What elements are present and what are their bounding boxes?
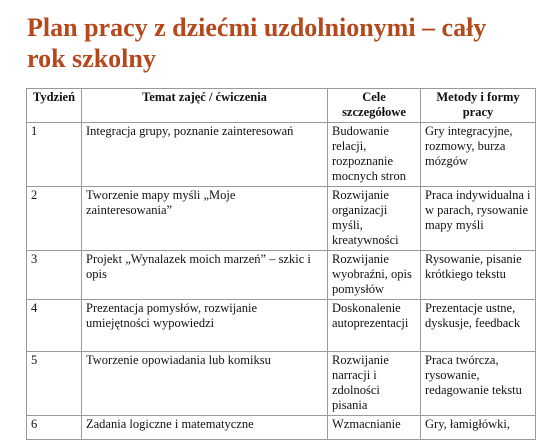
week-cell: 2 (27, 187, 82, 251)
topic-cell: Integracja grupy, poznanie zainteresowań (82, 123, 328, 187)
header-week: Tydzień (27, 89, 82, 123)
topic-cell: Prezentacja pomysłów, rozwijanie umiejętności wypowiedzi (82, 300, 328, 352)
methods-cell: Gry, łamigłówki, (421, 416, 536, 440)
table-row (27, 300, 536, 352)
methods-cell: Prezentacje ustne, dyskusje, feedback (421, 300, 536, 352)
goals-cell: Rozwijanie narracji i zdolności pisania (328, 352, 421, 416)
header-methods: Metody i formy pracy (421, 89, 536, 123)
week-cell: 6 (27, 416, 82, 440)
goals-cell: Wzmacnianie (328, 416, 421, 440)
table-row (27, 187, 536, 251)
methods-cell: Gry integracyjne, rozmowy, burza mózgów (421, 123, 536, 187)
methods-cell: Rysowanie, pisanie krótkiego tekstu (421, 251, 536, 300)
methods-cell: Praca twórcza, rysowanie, redagowanie tekstu (421, 352, 536, 416)
header-topic: Temat zajęć / ćwiczenia (82, 89, 328, 123)
table-row (27, 251, 536, 300)
document-title: Plan pracy z dziećmi uzdolnionymi – cały rok szkolny (27, 13, 487, 73)
topic-cell: Tworzenie opowiadania lub komiksu (82, 352, 328, 416)
goals-cell: Doskonalenie autoprezentacji (328, 300, 421, 352)
table-row (27, 416, 536, 440)
header-goals: Cele szczegółowe (328, 89, 421, 123)
table-row (27, 352, 536, 416)
goals-cell: Rozwijanie wyobraźni, opis pomysłów (328, 251, 421, 300)
methods-cell: Praca indywidualna i w parach, rysowanie mapy myśli (421, 187, 536, 251)
week-cell: 5 (27, 352, 82, 416)
week-cell: 4 (27, 300, 82, 352)
table-header-row (27, 89, 536, 123)
week-cell: 3 (27, 251, 82, 300)
topic-cell: Projekt „Wynalazek moich marzeń” – szkic i opis (82, 251, 328, 300)
plan-table (26, 88, 536, 440)
goals-cell: Budowanie relacji, rozpoznanie mocnych stron (328, 123, 421, 187)
table-row (27, 123, 536, 187)
week-cell: 1 (27, 123, 82, 187)
topic-cell: Tworzenie mapy myśli „Moje zainteresowania” (82, 187, 328, 251)
goals-cell: Rozwijanie organizacji myśli, kreatywności (328, 187, 421, 251)
topic-cell: Zadania logiczne i matematyczne (82, 416, 328, 440)
